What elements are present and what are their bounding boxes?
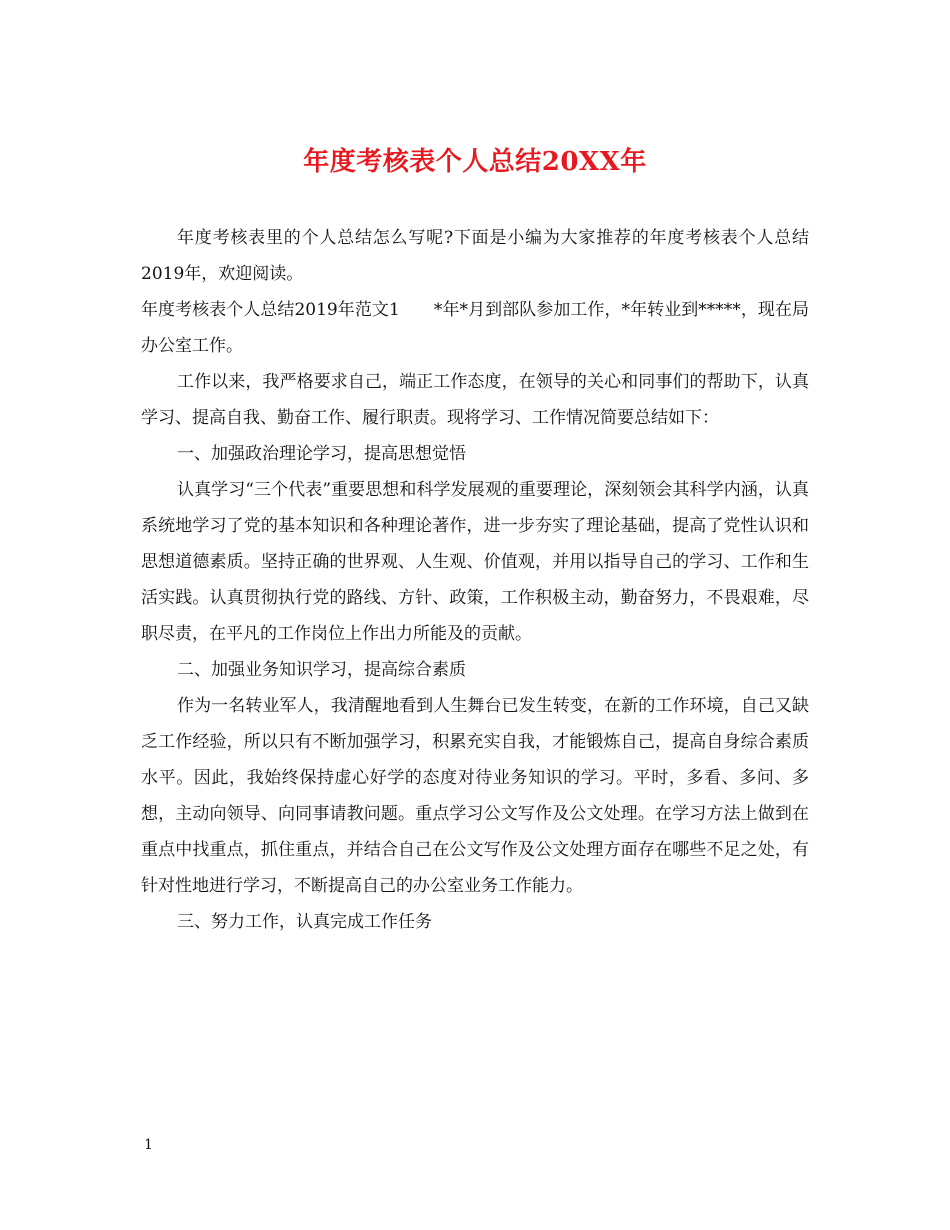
section-1-paragraph: 认真学习“三个代表”重要思想和科学发展观的重要理论，深刻领会其科学内涵，认真系统地学习了党的基本知识和各种理论著作，进一步夯实了理论基础，提高了党性认识和思想道德素质。坚持正确的世界观、人生观、价值观，并用以指导自己的学习、工作和生活实践。认真贯彻执行党的路线、方针、政策，工作积极主动，勤奋努力，不畏艰难，尽职尽责，在平凡的工作岗位上作出力所能及的贡献。 — [141, 480, 809, 644]
page-number: 1 — [144, 1137, 153, 1153]
section-heading-1: 一、加强政治理论学习，提高思想觉悟 — [177, 444, 466, 464]
sample-heading-paragraph: 年度考核表个人总结2019年范文1 *年*月到部队参加工作，*年转业到*****，现在局办公室工作。 — [141, 300, 809, 356]
work-summary-paragraph: 工作以来，我严格要求自己，端正工作态度，在领导的关心和同事们的帮助下，认真学习、提高自我、勤奋工作、履行职责。现将学习、工作情况简要总结如下： — [141, 372, 809, 428]
document-body — [141, 220, 809, 940]
intro-paragraph: 年度考核表里的个人总结怎么写呢?下面是小编为大家推荐的年度考核表个人总结2019年，欢迎阅读。 — [141, 228, 809, 284]
section-heading-3: 三、努力工作，认真完成工作任务 — [177, 912, 432, 932]
section-2-paragraph: 作为一名转业军人，我清醒地看到人生舞台已发生转变，在新的工作环境，自己又缺乏工作经验，所以只有不断加强学习，积累充实自我，才能锻炼自己，提高自身综合素质水平。因此，我始终保持虚心好学的态度对待业务知识的学习。平时，多看、多问、多想，主动向领导、向同事请教问题。重点学习公文写作及公文处理。在学习方法上做到在重点中找重点，抓住重点，并结合自己在公文写作及公文处理方面存在哪些不足之处，有针对性地进行学习，不断提高自己的办公室业务工作能力。 — [141, 696, 809, 896]
document-title: 年度考核表个人总结20XX年 — [303, 147, 647, 177]
section-heading-2: 二、加强业务知识学习，提高综合素质 — [177, 660, 466, 680]
